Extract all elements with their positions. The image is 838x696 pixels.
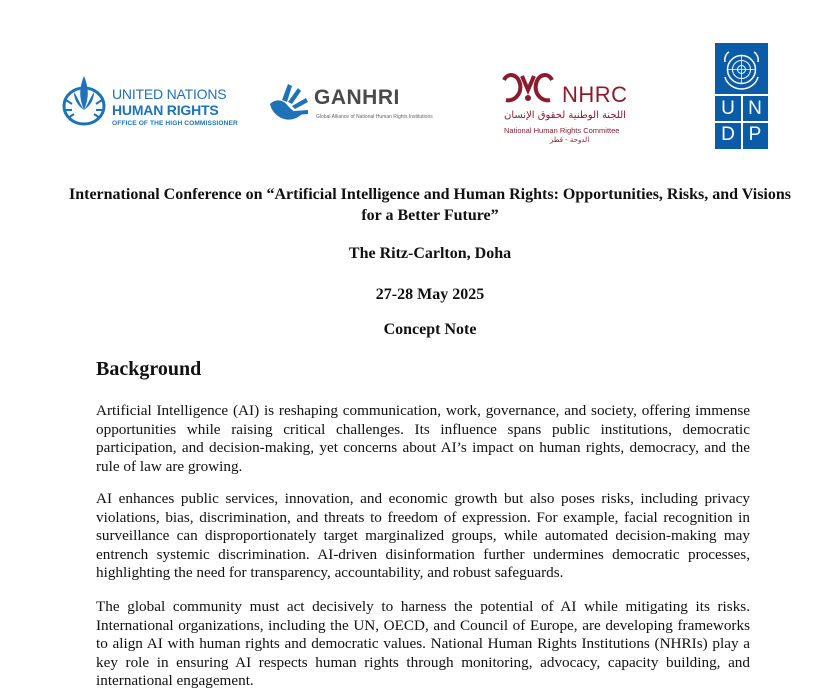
undp-letter: U (716, 97, 740, 121)
ganhri-hand-icon (266, 80, 312, 126)
ganhri-logo (266, 80, 456, 130)
document-type: Concept Note (383, 321, 477, 338)
unhr-line3: OFFICE OF THE HIGH COMMISSIONER (112, 120, 238, 127)
undp-letter: N (743, 97, 767, 121)
undp-letter: D (716, 123, 740, 147)
unhr-line1: UNITED NATIONS (112, 86, 227, 102)
conference-dates: 27-28 May 2025 (375, 286, 485, 303)
conference-title: International Conference on “Artificial Intelligence and Human Rights: Opportunities, Risks, and Visions for a Better Future” (69, 186, 791, 224)
nhrc-name: NHRC (562, 82, 628, 107)
logo-bar (0, 0, 838, 160)
un-human-rights-logo (60, 68, 240, 130)
section-heading: Background (96, 358, 202, 380)
un-emblem-icon (719, 47, 764, 92)
nhrc-arabic-location: الدوحة - قطر (550, 136, 590, 144)
undp-logo (715, 43, 768, 149)
paragraph: The global community must act decisively to harness the potential of AI while mitigating its risks. International organizations, including the UN, OECD, and Council of Europe, are developing frameworks to align AI with human rights and democratic values. National Human Rights Institutions (NHRIs) play a key role in ensuring AI respects human rights through monitoring, advocacy, capacity building, and international engagement. (96, 598, 750, 690)
venue: The Ritz-Carlton, Doha (348, 245, 512, 262)
undp-letter: P (743, 123, 767, 147)
ganhri-name: GANHRI (314, 86, 400, 109)
unhr-line2: HUMAN RIGHTS (112, 102, 219, 118)
nhrc-english-name: National Human Rights Committee (504, 126, 620, 135)
ganhri-subtitle: Global Alliance of National Human Rights Institutions (316, 114, 433, 120)
nhrc-emblem-icon (498, 70, 558, 110)
paragraph: AI enhances public services, innovation, and economic growth but also poses risks, including privacy violations, bias, discrimination, and threats to freedom of expression. For example, facial recognition in surveillance can disproportionately target marginalized groups, while automated decision-making may entrench systemic discrimination. AI-driven disinformation further undermines democratic processes, highlighting the need for transparency, accountability, and robust safeguards. (96, 490, 750, 582)
nhrc-logo (498, 70, 648, 150)
paragraph: Artificial Intelligence (AI) is reshaping communication, work, governance, and society, offering immense opportunities while raising critical challenges. Its influence spans public institutions, democratic participation, and decision-making, yet concerns about AI’s impact on human rights, democracy, and the rule of law are growing. (96, 402, 750, 475)
un-human-rights-emblem-icon (60, 70, 108, 128)
nhrc-arabic-name: اللجنة الوطنية لحقوق الإنسان (504, 110, 626, 121)
